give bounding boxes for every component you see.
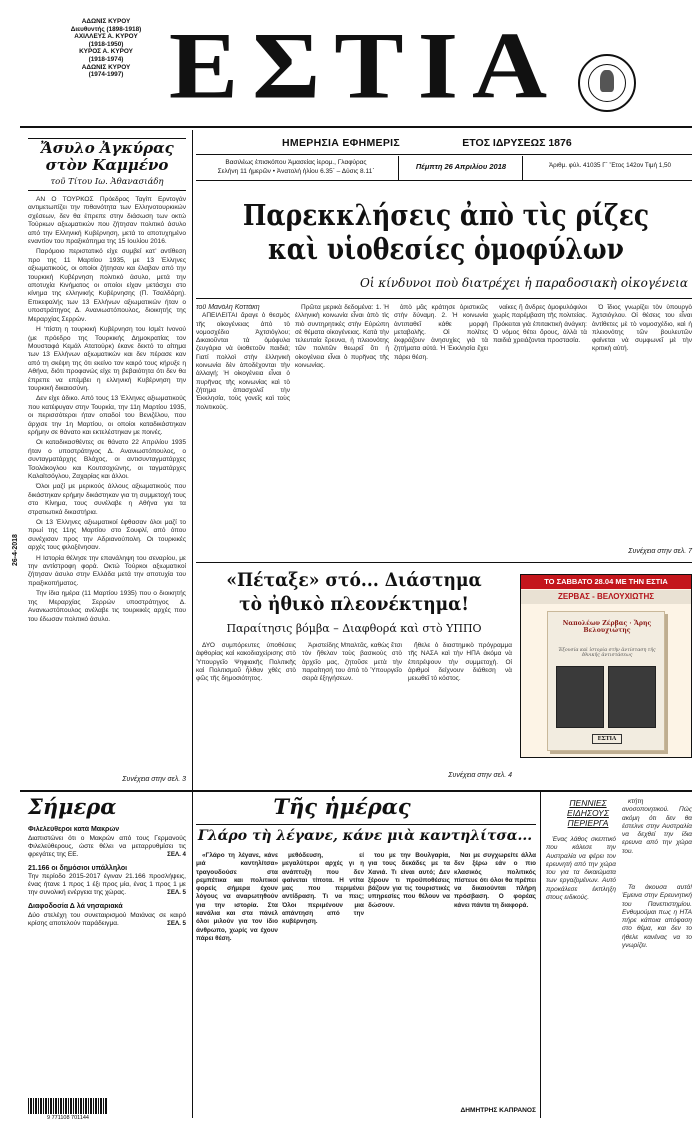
paragraph: Η Ιστορία θέλησε την επανάληψη του σεναρίου, με την αντίστροφη φορά. Οκτώ Τούρκοι αξιωματικοί ζήτησαν άσυλο στην Ελλάδα μετά την αποτυχία του πραξικοπήματος. bbox=[28, 554, 186, 587]
paragraph: του με την Βουλγαρία, για τους δεκάδες με τα Χανιά. Τι είναι αυτό; Δεν ξέρουν τι προϋποθέσεις βάζουν για τις τουριστικές υπηρεσίες που θέλουν να δώσουν. bbox=[368, 852, 450, 909]
issue-number: Ἀριθμ. φύλ. 41035 Γ΄ Ἔτος 142ον Τιμή 1,50 bbox=[548, 162, 672, 169]
article-separator bbox=[196, 562, 692, 563]
paragraph: Η ‘πίστη η τουρκική Κυβέρνηση του Ισμέτ Ινονού (με πρόεδρο της Τουρκικής Δημοκρατίας τον Μουσταφά Κεμάλ Ατατούρκ) έκανε δεκτό το αίτημα των 13 Ελλήνων αξιωματικών και δεν πέρασε καν από τη σκέψη της ότι εκείνο τον καιρό τους κήρυξε η Αθήνα, διότι προφανώς είχε τη βεβαιότητα ότι δεν θα έπρεπε να επέμβει η ελληνική Κυβέρνηση την τουρκική δικαιοσύνη. bbox=[28, 326, 186, 392]
header-rule bbox=[196, 154, 692, 155]
second-article-col-1 bbox=[196, 642, 296, 774]
sun-moon-line: Σελήνη 11 ἡμερῶν • Ἀνατολή ἡλίου 6.35΄ – Δύσις 8.11΄ bbox=[217, 168, 375, 175]
paragraph: Ναι με συγχωρείτε άλλα δεν ξέρω εάν ο πιο κλασικός πολιτικός πίστευε ότι όλοι θα πρέπει να δικαιούνται πλήρη πρόσβαση. Ο φορέας κάνει πάντα τη διαφορά. bbox=[454, 852, 536, 909]
side-news-col-2 bbox=[622, 798, 692, 878]
masthead-rule bbox=[20, 126, 692, 128]
issue-date: Πέμπτη 26 Απριλίου 2018 bbox=[415, 162, 507, 171]
main-article-col-2 bbox=[295, 304, 389, 554]
side-date bbox=[10, 486, 24, 566]
column-col-4 bbox=[454, 852, 536, 1102]
column-headline: Γλάρο τὴ λέγανε, κάνε μιὰ καντηλίτσα... bbox=[197, 828, 533, 844]
paragraph: μεθόδευση, εί μεγαλύτεροι αρχές γι η ανάπτυξη που δεν φαίνεται τίποτα. Η ντίτα μας που περιμένει αντίδραση. Τι να πεις; Όλοι περιμένουν μια απάντηση από την κυβέρνηση. bbox=[282, 852, 364, 926]
item-title: Φιλελεύθεροι κατά Μακρών bbox=[28, 826, 120, 833]
header-line: ΕΙΔΗΣΟΥΣ bbox=[567, 808, 609, 818]
headline-line: Παρεκκλήσεις ἀπὸ τὶς ρίζες bbox=[242, 198, 650, 232]
paragraph: ΔΥΟ συμπόρευτες ὑποθέσεις ἀφθορίας καὶ κακοδιαχείρισης στὸ Ὑπουργεῖο Ψηφιακῆς Πολιτικῆς καὶ Πολιτισμοῦ ἦλθαν χθὲς στὸ φῶς τῆς δημοσιότητος. bbox=[196, 642, 296, 683]
side-news-col-1 bbox=[546, 836, 616, 1116]
paragraph: ναίκες ἢ ἄνδρες ὁμοφυλόφιλοι χωρὶς παρέμβαση τῆς πολιτείας. Πρόκειται γιὰ ἐπιτακτικὴ ἀνάγκη: Ὁ νόμος θέτει ὅρους, ἀλλὰ τὰ παιδιὰ χρειάζονται προστασία. bbox=[493, 304, 587, 345]
promo-bar: ΤΟ ΣΑΒΒΑΤΟ 28.04 ΜΕ ΤΗΝ ΕΣΤΙΑ bbox=[521, 575, 691, 589]
main-article-col-4 bbox=[493, 304, 587, 554]
subhead-rule bbox=[196, 298, 692, 299]
second-headline bbox=[212, 568, 496, 616]
portrait-photo bbox=[608, 666, 656, 728]
paragraph: «Γλάρο τη λέγανε, κάνε μιά καντηλίτσα» τραγουδούσε στα ρεμπέτικα και πολιτικοί φορείς σήμερα έχουν λόγους να αναρωτηθούν για την ιστορία. Στα κανάλια και στα πάνελ όλοι μιλούν για τον ίδιο άνθρωπο, χωρίς να έχουν πάρει θέση. bbox=[196, 852, 278, 942]
page-ref: ΣΕΛ. 4 bbox=[167, 850, 186, 858]
book-promo-ad[interactable] bbox=[520, 574, 692, 758]
barcode-number: 9 771108 701144 bbox=[28, 1114, 108, 1122]
bottom-column-rule bbox=[192, 792, 193, 1118]
founder-years: (1918-1950) bbox=[88, 40, 124, 48]
book-logo: ΕΣΤΙΑ bbox=[592, 734, 622, 744]
list-item bbox=[28, 826, 186, 859]
item-title: 21.166 οι δημόσιοι υπάλληλοι bbox=[28, 864, 128, 872]
main-article-col-5 bbox=[592, 304, 692, 542]
paragraph: Οι καταδικασθέντες σε θάνατο 22 Απριλίου 1935 ήταν ο υποστράτηγος Δ. Ανανιωστόπουλος, ο συνταγματάρχης Βλάχος, οι αντισυνταγματάρχες Τσολάκογλου και Κουτσοχιώνης, οι ταγματάρχες Καλαϊτσόγλου, Ζαχαρίας και άλλοι. bbox=[28, 439, 186, 480]
seal-emblem-icon bbox=[578, 54, 636, 112]
page-ref: ΣΕΛ. 5 bbox=[167, 889, 186, 896]
item-body bbox=[28, 912, 186, 928]
bottom-section-rule bbox=[20, 790, 692, 792]
today-header: Σήμερα bbox=[28, 794, 117, 819]
book-title: Ναπολέων Ζέρβας · Ἄρης Βελουχιώτης bbox=[562, 620, 652, 635]
paragraph: Πρῶτα μερικὰ δεδομένα: 1. Ἡ ἑλληνικὴ κοινωνία εἶναι ἀπὸ τὶς πιὸ συντηρητικὲς στὴν Εὐρώπη σὲ θέματα οἰκογένειας. Κατὰ τὴν τελευταία ἔρευνα, ἡ πλειονότης τῶν πολιτῶν θεωρεῖ ὅτι ἡ οἰκογένεια εἶναι ὁ πυρῆνας τῆς κοινωνίας. bbox=[295, 304, 389, 370]
article-byline: τοῦ Μανόλη Κοττάκη bbox=[196, 304, 260, 311]
item-body bbox=[28, 873, 186, 897]
side-date-text: 26-4-2018 bbox=[12, 534, 19, 566]
bottom-column-rule-right bbox=[540, 792, 541, 1118]
paragraph: Όλοι μαζί με μερικούς άλλους αξιωματικούς που δικάστηκαν ερήμην δικάστηκαν για τη συμμετοχή τους στο Κίνημα, τους συνέλαβε η Αθήνα για τα στρατιωτικά δικαστήρια. bbox=[28, 483, 186, 516]
column-col-1 bbox=[196, 852, 278, 1116]
paragraph: Ένας λάθος σκεπτικό που κάλεσε την Αυστραλία να φέρει τον ερευνητή από την χώρα του για τα δικαιώματα των εργαζομένων. Αυτό προκάλεσε έκπληξη στους ειδικούς. bbox=[546, 836, 616, 902]
daily-label: ΗΜΕΡΗΣΙΑ ΕΦΗΜΕΡΙΣ bbox=[282, 137, 400, 149]
founder-years: Διευθυντής (1898-1918) bbox=[70, 25, 142, 33]
today-list bbox=[28, 826, 186, 1094]
founder-name: ΑΔΩΝΙΣ ΚΥΡΟΥ bbox=[81, 63, 131, 71]
book-subtitle: Ἐξουσία καὶ ἱστορία στὴν ἀντίσταση τῆς ἐθνικῆς ἀντιστάσεως bbox=[558, 648, 656, 659]
header-rule-bottom bbox=[196, 180, 692, 181]
opinion-author: τοῦ Τίτου Ιω. Ἀθανασιάδη bbox=[50, 177, 164, 187]
list-item bbox=[28, 865, 186, 898]
feast-info bbox=[196, 158, 396, 176]
portrait-photo bbox=[556, 666, 604, 728]
paragraph: Ἀριστείδης Μπαλτᾶς, καθὼς ἔτσι τὸν ἤθελαν τοὺς βασικοὺς στὸ ἀρχεῖο μας, ζητοῦσε μετὰ τὴν παραίτησή του ἀπὸ τὸ Ὑπουργεῖο σειρὰ ἐξηγήσεων. bbox=[302, 642, 402, 683]
established-label: ΕΤΟΣ ΙΔΡΥΣΕΩΣ 1876 bbox=[462, 137, 572, 149]
founder-name: ΚΥΡΟΣ Α. ΚΥΡΟΥ bbox=[79, 48, 133, 56]
lead-ad-rule-bottom bbox=[28, 190, 186, 191]
paragraph: Οι 13 Έλληνες αξιωματικοί έφθασαν όλοι μαζί το πρωί της 11ης Μαρτίου στο Σουφλί, από όπου συνέχισαν προς την Αδριανούπολη. Οι τουρκικές αρχές τους φιλοξένησαν. bbox=[28, 519, 186, 552]
item-body bbox=[28, 835, 186, 859]
founder-years: (1974-1997) bbox=[88, 71, 124, 79]
opinion-title-line: Ἄσυλο Ἀγκύρας bbox=[40, 139, 174, 157]
paragraph: ΑΝ Ο ΤΟΥΡΚΟΣ Πρόεδρος Ταγίπ Ερντογάν αντιμετωπίζει την πιθανότητα των Ελληνοτουρκικών σχέσεων, δεν θα έπρεπε στην διάσωση των οκτώ Τούρκων αξιωματικών που ζήτησαν πολιτικό άσυλο από την Ελληνική Κυβέρνηση, μετά το αποτυχημένο εναντίον του πραξικόπημα της 15 Ιουλίου 2016. bbox=[28, 196, 186, 246]
paragraph: ἀπὸ μᾶς κράτησε ὁριστικῶς στὴν δύναμη. 2. Ἡ κοινωνία ἀντιπαθεῖ κάθε μορφὴ μεταβολῆς. Οἱ πολίτες ἐκφράζουν ἀνησυχίες γιὰ τὰ ζητήματα αὐτά. Ἡ Ἐκκλησία ἔχει πάρει θέση. bbox=[394, 304, 488, 361]
founder-name: ΑΔΩΝΙΣ ΚΥΡΟΥ bbox=[81, 18, 131, 25]
page-ref: ΣΕΛ. 5 bbox=[167, 919, 186, 927]
side-news-header bbox=[548, 798, 628, 828]
continued-note: Συνέχεια στην σελ. 3 bbox=[122, 776, 186, 783]
column-author: ΔΗΜΗΤΡΗΣ ΚΑΠΡΑΝΟΣ bbox=[460, 1107, 536, 1114]
column-rule-left bbox=[192, 130, 193, 790]
founder-name: ΑΧΙΛΛΕΥΣ Α. ΚΥΡΟΥ bbox=[74, 33, 138, 41]
founders-list bbox=[62, 18, 150, 79]
item-text: Δύο στελέχη του συνεταιρισμού Μαιάνας σε καιρό κρίσης αποτελούν παράδειγμα. bbox=[28, 911, 186, 927]
second-article-col-3 bbox=[408, 642, 512, 766]
main-subheadline: Οἱ κίνδυνοι ποὺ διατρέχει ἡ παραδοσιακὴ οἰκογένεια bbox=[359, 276, 688, 290]
main-article-col-1 bbox=[196, 304, 290, 554]
list-item bbox=[28, 903, 186, 928]
side-news-col-3 bbox=[622, 884, 692, 1116]
headline-line: τὸ ἠθικὸ πλεονέκτημα! bbox=[239, 593, 469, 615]
founder-years: (1918-1974) bbox=[88, 55, 124, 63]
header-line: ΠΕΡΙΕΡΓΑ bbox=[567, 818, 609, 828]
column-col-2 bbox=[282, 852, 364, 1116]
paragraph: Ὁ ἴδιος γνωρίζει τὸν ὑπουργὸ Ἀχτσιόγλου. Οἱ θέσεις του εἶναι ἀντίθετες μὲ τὸ νομοσχέδιο, καὶ ἡ πλειονότης τῶν βουλευτῶν φαίνεται νὰ συμφωνεῖ μὲ τὴν κριτικὴ αὐτή. bbox=[592, 304, 692, 353]
main-article-col-3 bbox=[394, 304, 488, 554]
header-divider bbox=[398, 156, 399, 180]
left-article-body bbox=[28, 196, 186, 778]
main-headline bbox=[231, 198, 661, 266]
continued-note: Συνέχεια στην σελ. 7 bbox=[628, 548, 692, 555]
opinion-title-line: στὸν Καμμένο bbox=[45, 156, 169, 174]
paragraph: κτήτη ανοσοποιητικού. Πώς ακόμη ότι δεν θα έστελνε στην Αυστραλία να δεχθεί την ίδια ερευνα από την χώρα του. bbox=[622, 798, 692, 855]
continued-note: Συνέχεια στην σελ. 4 bbox=[448, 772, 512, 779]
paragraph: ἤθελε ὁ διαστημικὸ πρόγραμμα τῆς ΝΑΣΑ καὶ τὴν ΗΠΑ ἀκόμα νὰ ἐπιτρέψουν τὴν συμμετοχὴ. Οἱ ἀριθμοὶ δείχνουν διάθεση νὰ μειωθεῖ τὸ κόστος. bbox=[408, 642, 512, 683]
headline-line: καὶ υἱοθεσίες ὁμοφύλων bbox=[268, 232, 624, 266]
item-text: Διαπιστώνει ότι ο Μακρών από τους Γερμανούς Φιλελεύθερους, ώστε θέλει να μεταρρυθμίσει τις φρεγάτες της ΕΕ. bbox=[28, 834, 186, 858]
headline-line: «Πέταξε» στό... Διάστημα bbox=[226, 569, 482, 591]
seal-figure bbox=[600, 70, 614, 92]
promo-subtitle: ΖΕΡΒΑΣ - ΒΕΛΟΥΧΙΩΤΗΣ bbox=[521, 590, 691, 604]
book-cover bbox=[547, 611, 665, 751]
paragraph: ΑΠΕΙΛΕΙΤΑΙ ἄραγε ὁ θεσμὸς τῆς οἰκογένειας ἀπὸ τὸ νομοσχέδιο Ἀχτσιόγλου; Δικαιοῦνται τὰ ὁμόφυλα ζευγάρια νὰ ὑιοθετοῦν παιδιά; Γιατί πολλοὶ στὴν ἑλληνικὴ κοινωνία δὲν ἀποδέχονται τὴν ἀλλαγή; Ἡ οἰκογένεια εἶναι ὁ πυρῆνας τῆς κοινωνίας καὶ τὸ ζήτημα ἀπασχολεῖ τὴν Ἐκκλησία, τοὺς γονεῖς καὶ τοὺς πολιτικοὺς. bbox=[196, 312, 290, 411]
item-title: Διαφοδοσία Δ λά νησαριακά bbox=[28, 903, 123, 910]
feast-line: Βασιλέως ἐπισκόπου Ἀμασείας ἱερομ., Γλαφύρας bbox=[225, 159, 367, 166]
paragraph: Τα άκουσα αυτά! Έμεινα στην Ερευνητική του Πανεπιστημίου. Ενθυμούμαι πως η ΗΤΑ πήρε κάποια απόφαση στο θέμα, και δεν το ήθελε κανένας να το γνωρίζει. bbox=[622, 884, 692, 950]
second-article-col-2 bbox=[302, 642, 402, 774]
column-header-rule bbox=[196, 824, 536, 825]
second-subheadline: Παραίτησις βόμβα – Διαφθορά καὶ στὸ ΥΠΠΟ bbox=[226, 622, 482, 635]
header-divider bbox=[522, 156, 523, 180]
column-col-3 bbox=[368, 852, 450, 1116]
paragraph: Δεν είχε άδικο. Από τους 13 Έλληνες αξιωματικούς που κατέφυγαν στην Τουρκία, την 11η Μαρτίου 1935, οι περισσότεροι ήταν οπαδοί του Βενιζέλου, που άρχισε την 1η Μαρτίου, οι οποίοι καταδικάστηκαν ερήμην σε θάνατο και εκτελέστηκαν με ποινές. bbox=[28, 395, 186, 436]
lead-opinion-header bbox=[28, 140, 186, 187]
header-line: ΠΕΝΝΙΕΣ bbox=[569, 798, 607, 808]
paragraph: Την ίδια ημέρα (11 Μαρτίου 1935) που ο διοικητής της Μεραρχίας Σερρών υποστράτηγος Δ. Ανανιωστόπουλος ανέλαβε τις τουρκικές αρχές που του έδωσαν πολιτικό άσυλο. bbox=[28, 590, 186, 623]
newspaper-title: ΕΣΤΙΑ bbox=[168, 12, 562, 119]
item-text: Την περίοδο 2015-2017 έγιναν 21.166 προσλήψεις, ένας ήτανε 1 προς 1 έξι προς μία, ένας 1 προς 1 με την συνολική ενέργεια της χώρας. bbox=[28, 873, 186, 896]
paragraph: Παρόμοιο περιστατικό είχε συμβεί κατ’ αντίθεση προ της 11 Μαρτίου 1935, με 13 Έλληνες αξιωματικούς, οι οποίοι ζήτησαν και έλαβαν από την τουρκική Κυβέρνηση πολιτικό άσυλο, μετά την αποτυχία Κινήματος οι οποίοι είχαν μετάσχει στο κίνημα της ελληνικής Κυβέρνησης (Π. Τσαλδάρη). Επικεφαλής των 13 Ελλήνων αξιωματικών ήταν ο υποστράτηγος Δ. Ανανιωστόπουλος, διοικητής της Μεραρχίας Σερρών. bbox=[28, 248, 186, 323]
column-header: Τῆς ἡμέρας bbox=[273, 794, 411, 819]
